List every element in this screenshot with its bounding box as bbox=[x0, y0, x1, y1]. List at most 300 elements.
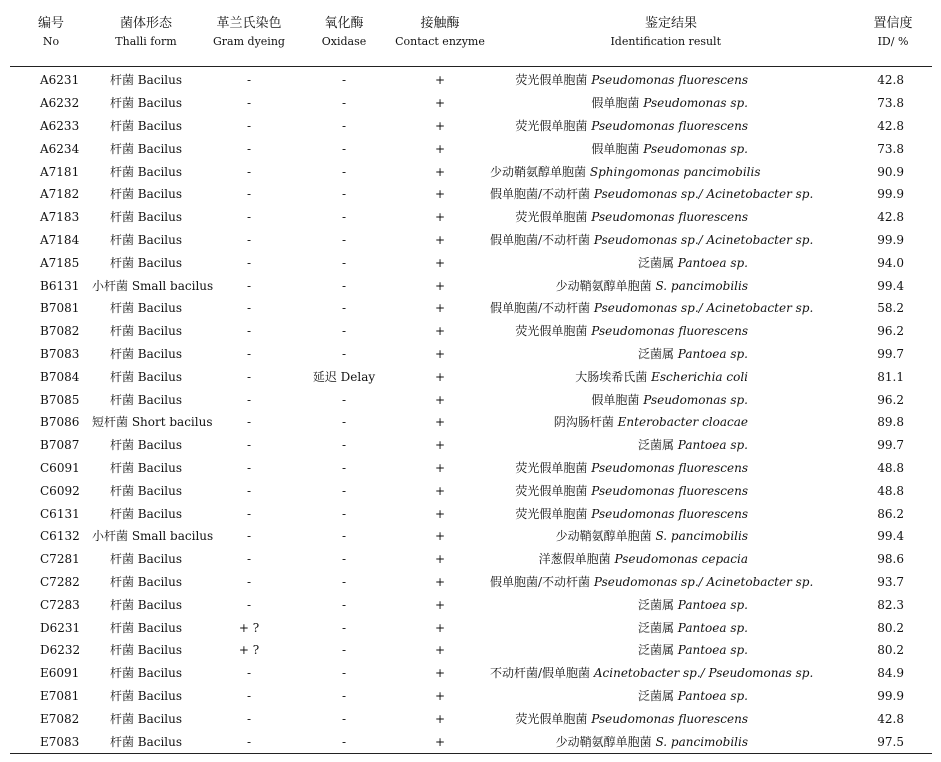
cell-no: B7084 bbox=[40, 369, 80, 384]
cell-no: B6131 bbox=[40, 278, 80, 293]
table-row bbox=[10, 411, 932, 434]
cell-thalli-form: 杆菌 Bacilus bbox=[109, 96, 183, 111]
cell-identification-result bbox=[490, 251, 854, 274]
cell-gram-dyeing: - bbox=[246, 278, 252, 293]
cell-confidence: 96.2 bbox=[877, 392, 904, 407]
cell-confidence: 99.9 bbox=[877, 688, 904, 703]
table-row bbox=[10, 593, 932, 616]
header-oxidase bbox=[298, 15, 390, 67]
cell-no: A7182 bbox=[40, 187, 80, 202]
result-chinese-name: 荧光假单胞菌 bbox=[515, 483, 588, 498]
cell-confidence: 42.8 bbox=[877, 711, 904, 726]
cell-thalli-form: 杆菌 Bacilus bbox=[109, 552, 183, 567]
header-no-en: No bbox=[42, 35, 60, 48]
table-row bbox=[10, 662, 932, 685]
cell-contact-enzyme: + bbox=[434, 643, 446, 658]
cell-identification-result bbox=[490, 343, 854, 366]
result-scientific-name: Pseudomonas sp./ Acinetobacter sp. bbox=[593, 574, 814, 589]
cell-no: B7081 bbox=[40, 301, 80, 316]
cell-contact-enzyme: + bbox=[434, 73, 446, 88]
table-header bbox=[10, 15, 932, 67]
cell-thalli-form: 杆菌 Bacilus bbox=[109, 666, 183, 681]
cell-confidence: 73.8 bbox=[877, 96, 904, 111]
cell-gram-dyeing: - bbox=[246, 141, 252, 156]
cell-thalli-form: 杆菌 Bacilus bbox=[109, 73, 183, 88]
header-contact-enzyme-en: Contact enzyme bbox=[395, 35, 485, 48]
result-chinese-name: 不动杆菌/假单胞菌 bbox=[490, 666, 591, 681]
cell-identification-result bbox=[490, 411, 854, 434]
cell-contact-enzyme: + bbox=[434, 187, 446, 202]
header-contact-enzyme-zh: 接触酶 bbox=[420, 16, 460, 31]
result-scientific-name: S. pancimobilis bbox=[655, 529, 748, 544]
result-scientific-name: Escherichia coli bbox=[651, 369, 748, 384]
cell-thalli-form: 杆菌 Bacilus bbox=[109, 597, 183, 612]
table-row bbox=[10, 388, 932, 411]
table-row bbox=[10, 502, 932, 525]
table-row bbox=[10, 457, 932, 480]
cell-confidence: 99.7 bbox=[877, 438, 904, 453]
table-row bbox=[10, 730, 932, 753]
cell-contact-enzyme: + bbox=[434, 96, 446, 111]
result-chinese-name: 泛菌属 bbox=[637, 688, 674, 703]
cell-gram-dyeing: - bbox=[246, 460, 252, 475]
cell-gram-dyeing: - bbox=[246, 438, 252, 453]
cell-identification-result bbox=[490, 388, 854, 411]
result-scientific-name: Pseudomonas fluorescens bbox=[591, 210, 748, 225]
result-chinese-name: 少动鞘氨醇单胞菌 bbox=[555, 734, 652, 749]
header-contact-enzyme bbox=[390, 15, 490, 67]
table-row bbox=[10, 365, 932, 388]
cell-oxidase: - bbox=[341, 324, 347, 339]
table-row bbox=[10, 343, 932, 366]
cell-no: A7185 bbox=[40, 255, 80, 270]
table-row bbox=[10, 160, 932, 183]
cell-gram-dyeing: - bbox=[246, 415, 252, 430]
cell-confidence: 90.9 bbox=[877, 164, 904, 179]
table-row bbox=[10, 434, 932, 457]
cell-confidence: 82.3 bbox=[877, 597, 904, 612]
header-thalli-form-zh: 菌体形态 bbox=[119, 16, 172, 31]
table-row bbox=[10, 297, 932, 320]
cell-thalli-form: 小杆菌 Small bacilus bbox=[92, 278, 214, 293]
cell-confidence: 98.6 bbox=[877, 552, 904, 567]
header-oxidase-zh: 氧化酶 bbox=[324, 16, 364, 31]
cell-confidence: 93.7 bbox=[877, 574, 904, 589]
result-chinese-name: 大肠埃希氏菌 bbox=[575, 369, 648, 384]
result-scientific-name: Pseudomonas fluorescens bbox=[591, 118, 748, 133]
cell-contact-enzyme: + bbox=[390, 730, 490, 753]
cell-thalli-form: 杆菌 Bacilus bbox=[109, 210, 183, 225]
cell-gram-dyeing: - bbox=[200, 730, 298, 753]
cell-oxidase: - bbox=[341, 460, 347, 475]
cell-contact-enzyme: + bbox=[434, 620, 446, 635]
cell-identification-result bbox=[490, 137, 854, 160]
cell-oxidase: - bbox=[341, 415, 347, 430]
cell-oxidase: - bbox=[298, 730, 390, 753]
cell-confidence: 84.9 bbox=[877, 666, 904, 681]
cell-gram-dyeing: - bbox=[246, 164, 252, 179]
cell-identification-result bbox=[490, 525, 854, 548]
cell-gram-dyeing: - bbox=[246, 255, 252, 270]
result-scientific-name: Pseudomonas sp./ Acinetobacter sp. bbox=[593, 187, 814, 202]
result-chinese-name: 荧光假单胞菌 bbox=[515, 210, 588, 225]
cell-confidence: 42.8 bbox=[877, 73, 904, 88]
result-chinese-name: 假单胞菌 bbox=[591, 96, 640, 111]
cell-no: E6091 bbox=[40, 666, 80, 681]
table-row bbox=[10, 479, 932, 502]
cell-no: A6234 bbox=[40, 141, 80, 156]
result-chinese-name: 荧光假单胞菌 bbox=[515, 711, 588, 726]
cell-no: C7281 bbox=[40, 552, 80, 567]
result-scientific-name: Pantoea sp. bbox=[677, 597, 748, 612]
cell-confidence: 97.5 bbox=[854, 730, 932, 753]
cell-no: C6092 bbox=[40, 483, 80, 498]
cell-identification-result bbox=[490, 183, 854, 206]
cell-gram-dyeing: - bbox=[246, 346, 252, 361]
cell-no: A6232 bbox=[40, 96, 80, 111]
cell-contact-enzyme: + bbox=[434, 141, 446, 156]
cell-contact-enzyme: + bbox=[434, 255, 446, 270]
cell-oxidase: - bbox=[341, 574, 347, 589]
cell-oxidase: - bbox=[341, 392, 347, 407]
cell-thalli-form: 杆菌 Bacilus bbox=[109, 301, 183, 316]
cell-contact-enzyme: + bbox=[434, 301, 446, 316]
cell-identification-result bbox=[490, 365, 854, 388]
cell-thalli-form: 短杆菌 Short bacilus bbox=[92, 415, 213, 430]
header-gram-dyeing-zh: 革兰氏染色 bbox=[216, 16, 282, 31]
cell-confidence: 96.2 bbox=[877, 324, 904, 339]
cell-oxidase: - bbox=[341, 164, 347, 179]
result-scientific-name: Pseudomonas fluorescens bbox=[591, 711, 748, 726]
cell-contact-enzyme: + bbox=[434, 278, 446, 293]
cell-gram-dyeing: - bbox=[246, 210, 252, 225]
table-row bbox=[10, 707, 932, 730]
cell-thalli-form: 杆菌 Bacilus bbox=[109, 164, 183, 179]
cell-gram-dyeing: + ? bbox=[238, 620, 260, 635]
table-body bbox=[10, 67, 932, 754]
result-chinese-name: 假单胞菌 bbox=[591, 392, 640, 407]
table-row bbox=[10, 137, 932, 160]
cell-identification-result bbox=[490, 457, 854, 480]
cell-oxidase: - bbox=[341, 210, 347, 225]
cell-confidence: 48.8 bbox=[877, 460, 904, 475]
cell-confidence: 42.8 bbox=[877, 118, 904, 133]
cell-confidence: 81.1 bbox=[877, 369, 904, 384]
cell-no: B7087 bbox=[40, 438, 80, 453]
cell-confidence: 58.2 bbox=[877, 301, 904, 316]
cell-identification-result bbox=[490, 206, 854, 229]
result-scientific-name: Pantoea sp. bbox=[677, 643, 748, 658]
cell-gram-dyeing: - bbox=[246, 301, 252, 316]
cell-contact-enzyme: + bbox=[434, 666, 446, 681]
result-chinese-name: 荧光假单胞菌 bbox=[515, 324, 588, 339]
result-chinese-name: 少动鞘氨醇单胞菌 bbox=[555, 529, 652, 544]
cell-no: C6091 bbox=[40, 460, 80, 475]
cell-thalli-form: 杆菌 Bacilus bbox=[109, 711, 183, 726]
cell-contact-enzyme: + bbox=[434, 460, 446, 475]
cell-no: E7083 bbox=[10, 730, 92, 753]
result-scientific-name: Pseudomonas sp. bbox=[643, 141, 748, 156]
cell-oxidase: - bbox=[341, 255, 347, 270]
table-row bbox=[10, 616, 932, 639]
cell-no: D6231 bbox=[40, 620, 81, 635]
cell-identification-result bbox=[490, 274, 854, 297]
result-scientific-name: Pseudomonas fluorescens bbox=[591, 460, 748, 475]
header-identification-result-zh: 鉴定结果 bbox=[644, 16, 697, 31]
result-chinese-name: 泛菌属 bbox=[637, 438, 674, 453]
cell-no: A6231 bbox=[40, 73, 80, 88]
result-scientific-name: Pantoea sp. bbox=[677, 620, 748, 635]
result-chinese-name: 假单胞菌/不动杆菌 bbox=[490, 187, 591, 202]
cell-thalli-form: 杆菌 Bacilus bbox=[109, 483, 183, 498]
cell-oxidase: - bbox=[341, 346, 347, 361]
header-identification-result-en: Identification result bbox=[610, 35, 721, 48]
cell-no: A7183 bbox=[40, 210, 80, 225]
cell-identification-result bbox=[490, 571, 854, 594]
cell-confidence: 89.8 bbox=[877, 415, 904, 430]
result-chinese-name: 泛菌属 bbox=[637, 597, 674, 612]
cell-no: E7081 bbox=[40, 688, 80, 703]
cell-confidence: 73.8 bbox=[877, 141, 904, 156]
cell-thalli-form: 杆菌 Bacilus bbox=[109, 369, 183, 384]
result-scientific-name: Pseudomonas cepacia bbox=[614, 552, 748, 567]
cell-gram-dyeing: - bbox=[246, 118, 252, 133]
table-row bbox=[10, 92, 932, 115]
result-scientific-name: Pseudomonas sp. bbox=[643, 96, 748, 111]
cell-oxidase: - bbox=[341, 118, 347, 133]
cell-gram-dyeing: - bbox=[246, 73, 252, 88]
cell-gram-dyeing: - bbox=[246, 392, 252, 407]
cell-gram-dyeing: - bbox=[246, 552, 252, 567]
cell-identification-result bbox=[490, 67, 854, 92]
header-confidence-zh: 置信度 bbox=[873, 16, 913, 31]
result-chinese-name: 洋葱假单胞菌 bbox=[538, 552, 611, 567]
cell-contact-enzyme: + bbox=[434, 483, 446, 498]
cell-oxidase: - bbox=[341, 301, 347, 316]
cell-gram-dyeing: - bbox=[246, 96, 252, 111]
cell-oxidase: - bbox=[341, 552, 347, 567]
cell-no: E7082 bbox=[40, 711, 80, 726]
table-row bbox=[10, 639, 932, 662]
header-confidence bbox=[854, 15, 932, 67]
table-row bbox=[10, 115, 932, 138]
cell-identification-result bbox=[490, 297, 854, 320]
cell-oxidase: - bbox=[341, 666, 347, 681]
cell-contact-enzyme: + bbox=[434, 164, 446, 179]
table-row bbox=[10, 274, 932, 297]
result-chinese-name: 少动鞘氨醇单胞菌 bbox=[555, 278, 652, 293]
result-scientific-name: S. pancimobilis bbox=[655, 734, 748, 749]
header-oxidase-en: Oxidase bbox=[321, 35, 367, 48]
cell-no: A7181 bbox=[40, 164, 80, 179]
cell-gram-dyeing: - bbox=[246, 574, 252, 589]
result-scientific-name: Enterobacter cloacae bbox=[617, 415, 748, 430]
cell-identification-result bbox=[490, 320, 854, 343]
cell-thalli-form: 杆菌 Bacilus bbox=[109, 255, 183, 270]
header-gram-dyeing-en: Gram dyeing bbox=[213, 35, 285, 48]
result-chinese-name: 假单胞菌 bbox=[591, 141, 640, 156]
result-scientific-name: Pseudomonas fluorescens bbox=[591, 506, 748, 521]
table-row bbox=[10, 67, 932, 92]
cell-no: C7282 bbox=[40, 574, 80, 589]
header-no bbox=[10, 15, 92, 67]
cell-no: C7283 bbox=[40, 597, 80, 612]
cell-thalli-form: 杆菌 Bacilus bbox=[109, 232, 183, 247]
result-chinese-name: 荧光假单胞菌 bbox=[515, 118, 588, 133]
cell-thalli-form: 杆菌 Bacilus bbox=[109, 438, 183, 453]
cell-identification-result bbox=[490, 434, 854, 457]
cell-oxidase: - bbox=[341, 711, 347, 726]
table-row bbox=[10, 548, 932, 571]
cell-confidence: 86.2 bbox=[877, 506, 904, 521]
cell-contact-enzyme: + bbox=[434, 506, 446, 521]
cell-no: D6232 bbox=[40, 643, 81, 658]
result-scientific-name: Pseudomonas sp. bbox=[643, 392, 748, 407]
header-thalli-form bbox=[92, 15, 200, 67]
result-scientific-name: Pantoea sp. bbox=[677, 255, 748, 270]
cell-identification-result bbox=[490, 548, 854, 571]
cell-oxidase: - bbox=[341, 278, 347, 293]
cell-identification-result bbox=[490, 479, 854, 502]
cell-no: B7086 bbox=[40, 415, 80, 430]
header-identification-result bbox=[490, 15, 854, 67]
cell-no: B7083 bbox=[40, 346, 80, 361]
cell-confidence: 99.4 bbox=[877, 278, 904, 293]
result-chinese-name: 荧光假单胞菌 bbox=[515, 460, 588, 475]
result-scientific-name: Pseudomonas sp./ Acinetobacter sp. bbox=[593, 301, 814, 316]
header-row bbox=[10, 15, 932, 67]
cell-no: B7082 bbox=[40, 324, 80, 339]
cell-identification-result bbox=[490, 662, 854, 685]
table-row bbox=[10, 206, 932, 229]
cell-confidence: 42.8 bbox=[877, 210, 904, 225]
cell-gram-dyeing: - bbox=[246, 506, 252, 521]
result-chinese-name: 阴沟肠杆菌 bbox=[553, 415, 614, 430]
header-gram-dyeing bbox=[200, 15, 298, 67]
result-scientific-name: Sphingomonas pancimobilis bbox=[589, 164, 761, 179]
cell-contact-enzyme: + bbox=[434, 210, 446, 225]
cell-contact-enzyme: + bbox=[434, 574, 446, 589]
cell-confidence: 99.7 bbox=[877, 346, 904, 361]
result-scientific-name: S. pancimobilis bbox=[655, 278, 748, 293]
cell-identification-result bbox=[490, 730, 854, 753]
cell-thalli-form: 杆菌 Bacilus bbox=[109, 460, 183, 475]
cell-identification-result bbox=[490, 685, 854, 708]
cell-contact-enzyme: + bbox=[434, 711, 446, 726]
cell-thalli-form: 杆菌 Bacilus bbox=[109, 346, 183, 361]
cell-thalli-form: 杆菌 Bacilus bbox=[109, 187, 183, 202]
cell-thalli-form: 小杆菌 Small bacilus bbox=[92, 529, 214, 544]
table-row bbox=[10, 251, 932, 274]
identification-table bbox=[10, 15, 932, 754]
cell-confidence: 99.9 bbox=[877, 187, 904, 202]
cell-contact-enzyme: + bbox=[434, 438, 446, 453]
cell-confidence: 94.0 bbox=[877, 255, 904, 270]
cell-identification-result bbox=[490, 92, 854, 115]
result-scientific-name: Pseudomonas fluorescens bbox=[591, 324, 748, 339]
table-row bbox=[10, 571, 932, 594]
cell-no: A7184 bbox=[40, 232, 80, 247]
cell-contact-enzyme: + bbox=[434, 392, 446, 407]
cell-identification-result bbox=[490, 616, 854, 639]
cell-identification-result bbox=[490, 229, 854, 252]
cell-identification-result bbox=[490, 707, 854, 730]
cell-contact-enzyme: + bbox=[434, 552, 446, 567]
cell-oxidase: - bbox=[341, 506, 347, 521]
cell-contact-enzyme: + bbox=[434, 529, 446, 544]
result-scientific-name: Pantoea sp. bbox=[677, 688, 748, 703]
cell-thalli-form: 杆菌 Bacilus bbox=[109, 324, 183, 339]
cell-thalli-form: 杆菌 Bacilus bbox=[109, 688, 183, 703]
result-scientific-name: Pseudomonas sp./ Acinetobacter sp. bbox=[593, 232, 814, 247]
result-chinese-name: 假单胞菌/不动杆菌 bbox=[490, 301, 591, 316]
result-scientific-name: Pseudomonas fluorescens bbox=[591, 73, 748, 88]
cell-oxidase: - bbox=[341, 483, 347, 498]
cell-oxidase: 延迟 Delay bbox=[312, 369, 376, 384]
cell-oxidase: - bbox=[341, 643, 347, 658]
result-scientific-name: Pseudomonas fluorescens bbox=[591, 483, 748, 498]
cell-gram-dyeing: - bbox=[246, 187, 252, 202]
cell-no: A6233 bbox=[40, 118, 80, 133]
cell-confidence: 80.2 bbox=[877, 643, 904, 658]
cell-oxidase: - bbox=[341, 73, 347, 88]
cell-gram-dyeing: - bbox=[246, 324, 252, 339]
cell-no: C6132 bbox=[40, 529, 80, 544]
result-chinese-name: 假单胞菌/不动杆菌 bbox=[490, 232, 591, 247]
table-row bbox=[10, 183, 932, 206]
result-scientific-name: Acinetobacter sp./ Pseudomonas sp. bbox=[593, 666, 814, 681]
cell-gram-dyeing: - bbox=[246, 369, 252, 384]
cell-oxidase: - bbox=[341, 141, 347, 156]
cell-contact-enzyme: + bbox=[434, 597, 446, 612]
result-chinese-name: 少动鞘氨醇单胞菌 bbox=[490, 164, 587, 179]
cell-contact-enzyme: + bbox=[434, 369, 446, 384]
cell-gram-dyeing: - bbox=[246, 232, 252, 247]
header-confidence-en: ID/ % bbox=[877, 35, 909, 48]
result-chinese-name: 假单胞菌/不动杆菌 bbox=[490, 574, 591, 589]
result-chinese-name: 泛菌属 bbox=[637, 643, 674, 658]
cell-no: B7085 bbox=[40, 392, 80, 407]
cell-contact-enzyme: + bbox=[434, 415, 446, 430]
cell-thalli-form: 杆菌 Bacilus bbox=[109, 118, 183, 133]
cell-gram-dyeing: - bbox=[246, 666, 252, 681]
cell-identification-result bbox=[490, 160, 854, 183]
cell-no: C6131 bbox=[40, 506, 80, 521]
cell-confidence: 99.4 bbox=[877, 529, 904, 544]
cell-identification-result bbox=[490, 115, 854, 138]
table-row bbox=[10, 525, 932, 548]
cell-oxidase: - bbox=[341, 96, 347, 111]
cell-thalli-form: 杆菌 Bacilus bbox=[92, 730, 200, 753]
result-scientific-name: Pantoea sp. bbox=[677, 438, 748, 453]
header-no-zh: 编号 bbox=[37, 16, 64, 31]
cell-oxidase: - bbox=[341, 232, 347, 247]
result-chinese-name: 泛菌属 bbox=[637, 255, 674, 270]
cell-gram-dyeing: - bbox=[246, 483, 252, 498]
cell-identification-result bbox=[490, 593, 854, 616]
cell-gram-dyeing: - bbox=[246, 529, 252, 544]
cell-confidence: 80.2 bbox=[877, 620, 904, 635]
cell-oxidase: - bbox=[341, 187, 347, 202]
cell-gram-dyeing: - bbox=[246, 597, 252, 612]
cell-contact-enzyme: + bbox=[434, 688, 446, 703]
cell-oxidase: - bbox=[341, 597, 347, 612]
cell-thalli-form: 杆菌 Bacilus bbox=[109, 392, 183, 407]
cell-gram-dyeing: - bbox=[246, 688, 252, 703]
result-chinese-name: 泛菌属 bbox=[637, 620, 674, 635]
table-row bbox=[10, 320, 932, 343]
cell-contact-enzyme: + bbox=[434, 324, 446, 339]
